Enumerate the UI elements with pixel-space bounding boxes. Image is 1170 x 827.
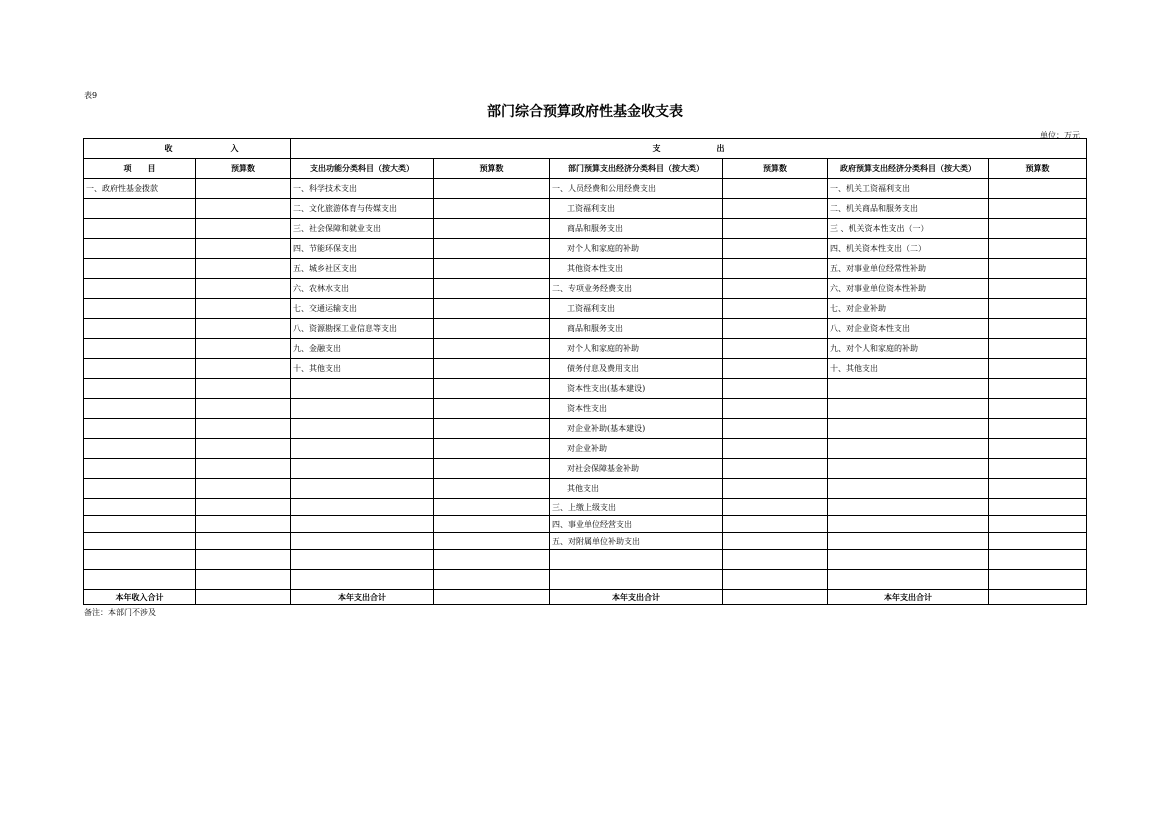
budget4-cell <box>989 279 1087 299</box>
budget4-cell <box>989 516 1087 533</box>
item-cell <box>84 319 196 339</box>
func-cell <box>291 419 434 439</box>
func-cell <box>291 459 434 479</box>
item-cell <box>84 199 196 219</box>
budget1-cell <box>196 279 291 299</box>
header-row-top <box>84 139 1087 159</box>
func-cell: 二、文化旅游体育与传媒支出 <box>291 199 434 219</box>
table-row <box>84 479 1087 499</box>
func-total-value <box>434 590 550 605</box>
budget2-cell <box>434 419 550 439</box>
dept-cell: 其他支出 <box>550 479 723 499</box>
dept-cell: 二、专项业务经费支出 <box>550 279 723 299</box>
func-cell: 三、社会保障和就业支出 <box>291 219 434 239</box>
table-row <box>84 419 1087 439</box>
budget1-cell <box>196 570 291 590</box>
budget1-cell <box>196 339 291 359</box>
item-cell <box>84 459 196 479</box>
budget4-cell <box>989 339 1087 359</box>
budget1-cell <box>196 439 291 459</box>
budget4-cell <box>989 439 1087 459</box>
budget1-cell <box>196 319 291 339</box>
budget1-cell <box>196 399 291 419</box>
dept-cell: 对社会保障基金补助 <box>550 459 723 479</box>
gov-total-value <box>989 590 1087 605</box>
budget1-cell <box>196 550 291 570</box>
budget3-cell <box>723 259 828 279</box>
col-item-header: 项 目 <box>84 159 196 179</box>
gov-cell: 八、对企业资本性支出 <box>828 319 989 339</box>
budget1-cell <box>196 479 291 499</box>
budget4-cell <box>989 459 1087 479</box>
budget2-cell <box>434 179 550 199</box>
budget1-cell <box>196 499 291 516</box>
table-row <box>84 550 1087 570</box>
func-cell: 十、其他支出 <box>291 359 434 379</box>
table-row <box>84 499 1087 516</box>
func-cell <box>291 550 434 570</box>
budget3-cell <box>723 179 828 199</box>
func-cell <box>291 570 434 590</box>
gov-cell <box>828 479 989 499</box>
col-dept-header: 部门预算支出经济分类科目（按大类） <box>550 159 723 179</box>
item-cell <box>84 379 196 399</box>
dept-cell: 对企业补助(基本建设) <box>550 419 723 439</box>
gov-cell <box>828 516 989 533</box>
budget3-cell <box>723 419 828 439</box>
budget4-cell <box>989 550 1087 570</box>
budget1-cell <box>196 419 291 439</box>
func-cell <box>291 379 434 399</box>
budget2-cell <box>434 479 550 499</box>
gov-cell: 二、机关商品和服务支出 <box>828 199 989 219</box>
budget1-cell <box>196 379 291 399</box>
dept-cell: 三、上缴上级支出 <box>550 499 723 516</box>
table-row <box>84 379 1087 399</box>
dept-total-label: 本年支出合计 <box>550 590 723 605</box>
dept-cell: 四、事业单位经营支出 <box>550 516 723 533</box>
dept-cell: 商品和服务支出 <box>550 319 723 339</box>
col-budget4-header: 预算数 <box>989 159 1087 179</box>
item-cell <box>84 479 196 499</box>
item-cell <box>84 570 196 590</box>
budget2-cell <box>434 550 550 570</box>
income-header <box>84 139 291 159</box>
gov-cell <box>828 499 989 516</box>
fund-budget-table <box>83 138 1087 605</box>
dept-cell: 对个人和家庭的补助 <box>550 339 723 359</box>
budget3-cell <box>723 439 828 459</box>
gov-cell <box>828 459 989 479</box>
budget2-cell <box>434 439 550 459</box>
table-row <box>84 279 1087 299</box>
item-cell <box>84 533 196 550</box>
budget2-cell <box>434 319 550 339</box>
func-cell: 一、科学技术支出 <box>291 179 434 199</box>
dept-cell: 商品和服务支出 <box>550 219 723 239</box>
table-row <box>84 516 1087 533</box>
gov-cell: 三 、机关资本性支出（一） <box>828 219 989 239</box>
dept-cell <box>550 550 723 570</box>
budget4-cell <box>989 219 1087 239</box>
budget3-cell <box>723 319 828 339</box>
budget4-cell <box>989 570 1087 590</box>
table-row <box>84 439 1087 459</box>
budget2-cell <box>434 459 550 479</box>
dept-cell: 资本性支出(基本建设) <box>550 379 723 399</box>
budget1-cell <box>196 179 291 199</box>
budget1-cell <box>196 459 291 479</box>
budget4-cell <box>989 179 1087 199</box>
budget3-cell <box>723 219 828 239</box>
dept-cell: 对个人和家庭的补助 <box>550 239 723 259</box>
income-total-value <box>196 590 291 605</box>
budget4-cell <box>989 379 1087 399</box>
table-row <box>84 319 1087 339</box>
budget4-cell <box>989 533 1087 550</box>
gov-cell: 一、机关工资福利支出 <box>828 179 989 199</box>
budget2-cell <box>434 379 550 399</box>
dept-cell: 其他资本性支出 <box>550 259 723 279</box>
table-row <box>84 459 1087 479</box>
gov-cell <box>828 379 989 399</box>
item-cell <box>84 439 196 459</box>
table-row <box>84 219 1087 239</box>
item-cell <box>84 219 196 239</box>
func-cell <box>291 399 434 419</box>
table-row <box>84 570 1087 590</box>
budget3-cell <box>723 479 828 499</box>
budget3-cell <box>723 239 828 259</box>
item-cell <box>84 259 196 279</box>
budget3-cell <box>723 199 828 219</box>
dept-cell: 五、对附属单位补助支出 <box>550 533 723 550</box>
totals-row <box>84 590 1087 605</box>
form-number: 表9 <box>84 91 98 100</box>
budget2-cell <box>434 516 550 533</box>
budget4-cell <box>989 419 1087 439</box>
gov-cell <box>828 570 989 590</box>
table-row <box>84 339 1087 359</box>
table-row <box>84 399 1087 419</box>
budget3-cell <box>723 459 828 479</box>
func-cell <box>291 479 434 499</box>
budget4-cell <box>989 359 1087 379</box>
gov-cell <box>828 419 989 439</box>
income-header-char2: 入 <box>230 144 239 153</box>
gov-cell <box>828 399 989 419</box>
gov-cell: 十、其他支出 <box>828 359 989 379</box>
table-row <box>84 359 1087 379</box>
dept-total-value <box>723 590 828 605</box>
func-total-label: 本年支出合计 <box>291 590 434 605</box>
budget2-cell <box>434 399 550 419</box>
item-cell <box>84 359 196 379</box>
budget2-cell <box>434 533 550 550</box>
budget2-cell <box>434 259 550 279</box>
budget3-cell <box>723 399 828 419</box>
header-row-columns <box>84 159 1087 179</box>
col-budget3-header: 预算数 <box>723 159 828 179</box>
gov-cell <box>828 439 989 459</box>
unit-label: 单位：万元 <box>1040 131 1080 140</box>
budget1-cell <box>196 359 291 379</box>
table-row <box>84 199 1087 219</box>
budget4-cell <box>989 299 1087 319</box>
budget3-cell <box>723 499 828 516</box>
col-budget1-header: 预算数 <box>196 159 291 179</box>
dept-cell: 对企业补助 <box>550 439 723 459</box>
table-row <box>84 533 1087 550</box>
budget4-cell <box>989 499 1087 516</box>
budget4-cell <box>989 319 1087 339</box>
table-row <box>84 259 1087 279</box>
gov-cell: 九、对个人和家庭的补助 <box>828 339 989 359</box>
table-row <box>84 239 1087 259</box>
budget4-cell <box>989 239 1087 259</box>
func-cell: 七、交通运输支出 <box>291 299 434 319</box>
budget4-cell <box>989 199 1087 219</box>
budget1-cell <box>196 259 291 279</box>
budget2-cell <box>434 299 550 319</box>
func-cell <box>291 516 434 533</box>
income-header-char1: 收 <box>164 144 173 153</box>
func-cell <box>291 533 434 550</box>
budget3-cell <box>723 570 828 590</box>
budget2-cell <box>434 279 550 299</box>
dept-cell: 一、人员经费和公用经费支出 <box>550 179 723 199</box>
gov-total-label: 本年支出合计 <box>828 590 989 605</box>
budget3-cell <box>723 359 828 379</box>
col-func-header: 支出功能分类科目（按大类） <box>291 159 434 179</box>
income-total-label: 本年收入合计 <box>84 590 196 605</box>
item-cell <box>84 279 196 299</box>
budget2-cell <box>434 219 550 239</box>
budget1-cell <box>196 199 291 219</box>
budget1-cell <box>196 516 291 533</box>
item-cell <box>84 419 196 439</box>
col-gov-header: 政府预算支出经济分类科目（按大类） <box>828 159 989 179</box>
budget3-cell <box>723 550 828 570</box>
budget1-cell <box>196 239 291 259</box>
budget2-cell <box>434 359 550 379</box>
gov-cell: 七、对企业补助 <box>828 299 989 319</box>
expense-header: 支 出 <box>291 139 1087 159</box>
func-cell: 六、农林水支出 <box>291 279 434 299</box>
budget4-cell <box>989 399 1087 419</box>
budget1-cell <box>196 219 291 239</box>
budget2-cell <box>434 339 550 359</box>
func-cell <box>291 439 434 459</box>
item-cell <box>84 339 196 359</box>
func-cell: 四、节能环保支出 <box>291 239 434 259</box>
gov-cell: 四、机关资本性支出（二） <box>828 239 989 259</box>
func-cell: 五、城乡社区支出 <box>291 259 434 279</box>
gov-cell: 五、对事业单位经常性补助 <box>828 259 989 279</box>
dept-cell: 债务付息及费用支出 <box>550 359 723 379</box>
col-budget2-header: 预算数 <box>434 159 550 179</box>
item-cell: 一、政府性基金拨款 <box>84 179 196 199</box>
page-title: 部门综合预算政府性基金收支表 <box>487 104 683 120</box>
item-cell <box>84 299 196 319</box>
budget3-cell <box>723 339 828 359</box>
budget2-cell <box>434 499 550 516</box>
table-row <box>84 299 1087 319</box>
func-cell <box>291 499 434 516</box>
dept-cell: 资本性支出 <box>550 399 723 419</box>
item-cell <box>84 499 196 516</box>
budget3-cell <box>723 533 828 550</box>
gov-cell <box>828 533 989 550</box>
budget3-cell <box>723 299 828 319</box>
budget1-cell <box>196 299 291 319</box>
dept-cell <box>550 570 723 590</box>
func-cell: 八、资源勘探工业信息等支出 <box>291 319 434 339</box>
budget1-cell <box>196 533 291 550</box>
item-cell <box>84 550 196 570</box>
budget4-cell <box>989 479 1087 499</box>
gov-cell <box>828 550 989 570</box>
func-cell: 九、金融支出 <box>291 339 434 359</box>
item-cell <box>84 399 196 419</box>
budget4-cell <box>989 259 1087 279</box>
budget2-cell <box>434 239 550 259</box>
note: 备注：本部门不涉及 <box>84 608 156 617</box>
budget3-cell <box>723 516 828 533</box>
item-cell <box>84 239 196 259</box>
budget2-cell <box>434 199 550 219</box>
dept-cell: 工资福利支出 <box>550 299 723 319</box>
budget3-cell <box>723 379 828 399</box>
gov-cell: 六、对事业单位资本性补助 <box>828 279 989 299</box>
table-row <box>84 179 1087 199</box>
budget3-cell <box>723 279 828 299</box>
budget2-cell <box>434 570 550 590</box>
dept-cell: 工资福利支出 <box>550 199 723 219</box>
item-cell <box>84 516 196 533</box>
